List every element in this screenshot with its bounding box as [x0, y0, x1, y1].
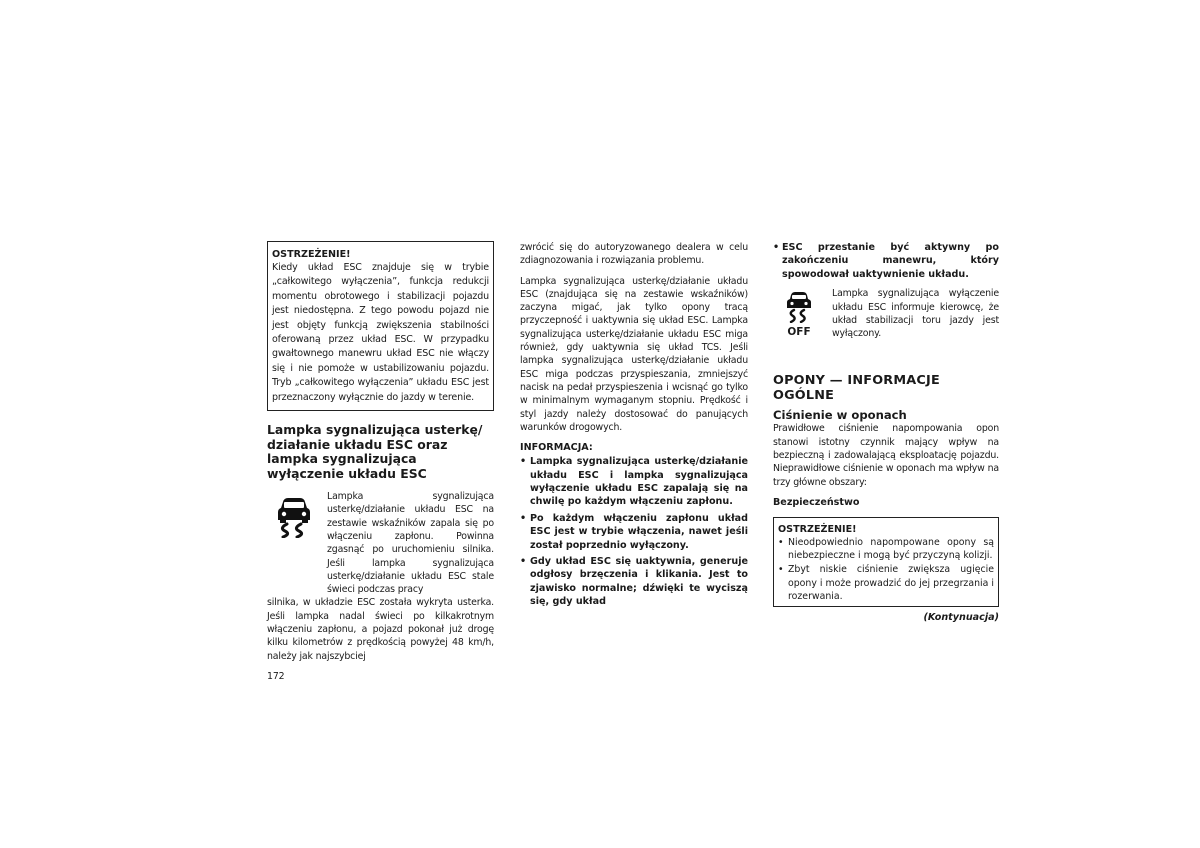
info-bullet: • Lampka sygnalizująca usterkę/działanie układu ESC i lampka sygnalizująca wyłączenie układu ESC zapalają się na chwilę po każdym włączeniu zapłonu.	[520, 455, 748, 509]
tire-warning-title: OSTRZEŻENIE!	[778, 523, 857, 535]
column-1	[267, 241, 494, 683]
continued-note: (Kontynuacja)	[923, 611, 999, 623]
esc-off-icon	[785, 291, 813, 339]
esc-lamp-paragraph: Lampka sygnalizująca usterkę/działanie układu ESC na zestawie wskaźników zapala się po włączeniu zapłonu. Powinna zgasnąć po uruchomieniu silnika. Jeśli lampka sygnalizująca usterkę/działanie układu ESC stale świeci podczas pracy	[327, 491, 494, 596]
column-3	[773, 241, 999, 624]
esc-off-section	[773, 287, 999, 340]
warning-box	[267, 241, 494, 411]
esc-off-paragraph: Lampka sygnalizująca wyłączenie układu ESC informuje kierowcę, że układ stabilizacji toru jazdy jest wyłączony.	[832, 288, 999, 340]
off-label: OFF	[787, 326, 811, 339]
tire-pressure-paragraph: Prawidłowe ciśnienie napompowania opon stanowi istotny czynnik mający wpływ na bezpieczną i zadowalającą eksploatację pojazdu. Nieprawidłowe ciśnienie w oponach ma wpływ na trzy główne obszary:	[773, 423, 999, 488]
tire-warning-bullet: • Zbyt niskie ciśnienie zwiększa ugięcie opony i może prowadzić do jej przegrzania i rozerwania.	[778, 563, 994, 603]
tire-warning-bullet: • Nieodpowiednio napompowane opony są niebezpieczne i mogą być przyczyną kolizji.	[778, 536, 994, 562]
esc-lamp-heading: Lampka sygnalizująca usterkę/ działanie układu ESC oraz lampka sygnalizująca wyłączenie układu ESC	[267, 422, 483, 481]
esc-lamp-section	[267, 490, 494, 663]
esc-lamp-paragraph-continued: silnika, w układzie ESC została wykryta usterka. Jeśli lampka nadal świeci po kilkakrotnym włączeniu zapłonu, a pojazd pokonał już drogę kilku kilometrów z prędkością powyżej 48 km/h, należy jak najszybciej	[267, 597, 494, 662]
tire-warning-box	[773, 517, 999, 607]
section-title: OPONY — INFORMACJE OGÓLNE	[773, 373, 940, 404]
col2-paragraph-1: zwrócić się do autoryzowanego dealera w celu zdiagnozowania i rozwiązania problemu.	[520, 242, 748, 267]
esc-skid-icon	[275, 496, 313, 538]
warning-title: OSTRZEŻENIE!	[272, 249, 351, 260]
info-bullet: • Po każdym włączeniu zapłonu układ ESC jest w trybie włączenia, nawet jeśli został poprzednio wyłączony.	[520, 512, 748, 552]
column-2	[520, 241, 748, 609]
info-bullet: • Gdy układ ESC się uaktywnia, generuje odgłosy brzęczenia i klikania. Jest to zjawisko normalne; dźwięki te wyciszą się, gdy układ	[520, 555, 748, 609]
safety-label: Bezpieczeństwo	[773, 496, 860, 508]
info-title: INFORMACJA:	[520, 442, 593, 454]
warning-text: Kiedy układ ESC znajduje się w trybie „całkowitego wyłączenia”, funkcja redukcji momentu obrotowego i stabilizacji pojazdu jest niedostępna. Z tego powodu pojazd nie jest objęty funkcją zwiększenia stabilności oferowaną przez układ ESC. W przypadku gwałtownego manewru układ ESC nie włączy się i nie pomoże w ustabilizowaniu pojazdu. Tryb „całkowitego wyłączenia” układu ESC jest przeznaczony wyłącznie do jazdy w terenie.	[272, 262, 489, 403]
page-number: 172	[267, 670, 285, 682]
col2-paragraph-2: Lampka sygnalizująca usterkę/działanie układu ESC (znajdująca się na zestawie wskaźników) zaczyna migać, jak tylko opony tracą przyczepność i uaktywnia się układ ESC. Lampka sygnalizująca usterkę/działanie układu ESC miga również, gdy uaktywnia się układ TCS. Jeśli lampka sygnalizująca usterkę/działanie układu ESC miga podczas przyspieszania, zmniejszyć nacisk na pedał przyspieszenia i wcisnąć go tylko w minimalnym wymaganym stopniu. Prędkość i styl jazdy należy dostosować do panujących warunków drogowych.	[520, 275, 748, 433]
bold-continuation: • ESC przestanie być aktywny po zakończeniu manewru, który spowodował uaktywnienie układu.	[773, 241, 999, 281]
sub-title: Ciśnienie w oponach	[773, 408, 907, 423]
